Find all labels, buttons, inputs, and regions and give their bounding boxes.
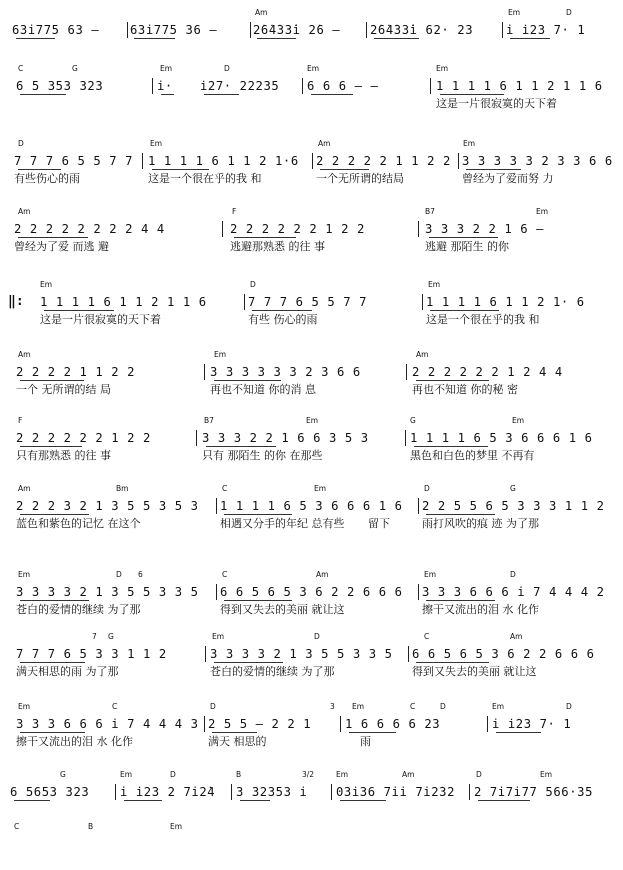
chord-symbol: Em [214, 350, 227, 359]
music-system [0, 8, 623, 56]
lyric-text: 曾经为了爱 而逃 避 [14, 240, 109, 253]
chord-symbol: 6 [138, 570, 143, 579]
chord-symbol: C [424, 632, 430, 641]
music-system [0, 484, 623, 532]
beam-line [134, 38, 175, 39]
music-system [0, 770, 623, 818]
chord-row [0, 280, 623, 292]
lyric-text: 雨 [360, 735, 371, 748]
chord-symbol: D [18, 139, 24, 148]
measure-notes: 1 1 1 1 6 1 1 2 1 1 6 [436, 79, 603, 93]
chord-symbol: G [108, 632, 114, 641]
measure-notes: 2 2 2 2 2 1 1 2 2 [316, 154, 451, 168]
lyric-text: 蓝色和紫色的记忆 在这个 [16, 517, 141, 530]
chord-row [0, 770, 623, 782]
chord-symbol: Am [18, 484, 31, 493]
lyrics-row [0, 239, 623, 255]
lyric-text: 这是一片很寂寞的天下着 [436, 97, 557, 110]
measure-notes: 2 2 2 3 2 1 3 5 5 3 5 3 [16, 499, 199, 513]
chord-symbol: Em [336, 770, 349, 779]
chord-symbol: G [60, 770, 66, 779]
lyric-text: 逃避那熟悉 的往 事 [230, 240, 325, 253]
chord-symbol: Em [352, 702, 365, 711]
bar-line [487, 716, 488, 732]
lyric-text: 苍白的爱情的继续 为了那 [210, 665, 335, 678]
chord-symbol: G [72, 64, 78, 73]
beam-line [161, 94, 174, 95]
measure-notes: 3 3 3 3 3 3 2 3 6 6 [210, 365, 361, 379]
chord-symbol: Em [18, 702, 31, 711]
measure-notes: 2 2 2 2 2 2 1 2 4 4 [412, 365, 563, 379]
measure-notes: 2 2 2 2 2 2 1 2 2 [230, 222, 365, 236]
lyrics-row [0, 734, 623, 750]
beam-line [206, 446, 276, 447]
measure-notes: 6 6 6 – – [307, 79, 379, 93]
measure-notes: 1 1 1 1 6 1 1 2 1·6 [148, 154, 299, 168]
chord-symbol: Am [510, 632, 523, 641]
measure-notes: 3 3 3 3 3 2 3 3 6 6 [462, 154, 613, 168]
chord-symbol: Em [307, 64, 320, 73]
beam-line [257, 38, 296, 39]
chord-symbol: Am [316, 570, 329, 579]
beam-line [496, 732, 541, 733]
lyric-text: 只有 那陌生 的你 在那些 [202, 449, 323, 462]
measure-notes: 63i775 36 – [130, 23, 218, 37]
chord-row [0, 207, 623, 219]
notation-row [0, 151, 623, 171]
bar-line [196, 430, 197, 446]
measure-notes: 1 1 1 1 6 5 3 6 6 6 1 6 [410, 431, 593, 445]
chord-symbol: C [222, 570, 228, 579]
lyric-text: 擦干又流出的泪 水 化作 [16, 735, 133, 748]
chord-symbol: D [476, 770, 482, 779]
measure-notes: 6 5 353 323 [16, 79, 104, 93]
chord-row [0, 484, 623, 496]
music-system [0, 64, 623, 112]
chord-symbol: Am [255, 8, 268, 17]
chord-symbol: Em [463, 139, 476, 148]
measure-notes: 2̇6̇4̇33̇i 62· 23 [370, 23, 474, 37]
measure-notes: i i̇23 7· 1 [506, 23, 586, 37]
chord-symbol: Am [18, 350, 31, 359]
chord-symbol: D [170, 770, 176, 779]
bar-line [231, 784, 232, 800]
chord-symbol: Em [424, 570, 437, 579]
chord-symbol: 7 [92, 632, 97, 641]
beam-line [430, 310, 499, 311]
measure-notes: 2̇6̇4̇33̇i 2̇6 – [253, 23, 341, 37]
chord-symbol: Em [436, 64, 449, 73]
measure-notes: 3 3 3 2 2 1 6 – [425, 222, 545, 236]
beam-line [152, 169, 209, 170]
chord-symbol: D [566, 8, 572, 17]
lyric-text: 得到又失去的美丽 就让这 [412, 665, 537, 678]
beam-line [44, 310, 114, 311]
chord-symbol: Em [314, 484, 327, 493]
measure-notes: 63i775 63 – [12, 23, 100, 37]
chord-symbol: Am [402, 770, 415, 779]
chord-symbol: Em [306, 416, 319, 425]
notation-row [0, 292, 623, 312]
beam-line [20, 94, 66, 95]
chord-symbol: Em [508, 8, 521, 17]
beam-line [212, 732, 257, 733]
notation-row [0, 582, 623, 602]
music-system [0, 139, 623, 187]
beam-line [320, 169, 369, 170]
measure-notes: 2 5 5 – 2 2 1 [208, 717, 312, 731]
beam-line [426, 514, 495, 515]
chord-symbol: D [510, 570, 516, 579]
chord-row [0, 64, 623, 76]
bar-line [222, 221, 223, 237]
measure-notes: 2 7i7i77 566·35 [474, 785, 594, 799]
chord-row [0, 702, 623, 714]
measure-notes: 1 1 1 1 6 1 1 2 1· 6 [426, 295, 585, 309]
measure-notes: 3 3 3 3 2 1 3 5 5 3 3 5 [16, 585, 199, 599]
lyric-text: 有些 伤心的雨 [248, 313, 318, 326]
lyrics-row [0, 516, 623, 532]
lyric-text: 曾经为了爱而努 力 [462, 172, 554, 185]
measure-notes: i· [157, 79, 173, 93]
bar-line [366, 22, 367, 38]
measure-notes: 7 7 7 6 5 5 7 7 [14, 154, 134, 168]
chord-symbol: Em [212, 632, 225, 641]
measure-notes: 6 6 5 6 5 3 6 2 2 6 6 6 [412, 647, 595, 661]
chord-symbol: D [314, 632, 320, 641]
notation-row [0, 496, 623, 516]
chord-symbol: D [566, 702, 572, 711]
repeat-sign: ‖: [8, 294, 24, 309]
beam-line [510, 38, 550, 39]
measure-notes: 3 32353 i [236, 785, 308, 799]
lyric-text: 再也不知道 你的消 息 [210, 383, 316, 396]
notation-row [0, 782, 623, 802]
lyrics-row [0, 602, 623, 618]
lyric-text: 这是一个很在乎的我 和 [426, 313, 540, 326]
lyric-text: 满天相思的雨 为了那 [16, 665, 119, 678]
beam-line [204, 94, 239, 95]
chord-symbol: C [18, 64, 24, 73]
lyric-text: 这是一片很寂寞的天下着 [40, 313, 161, 326]
measure-notes: 2 2 5 5 6 5 3 3 3 1 1 2 [422, 499, 605, 513]
bar-line [502, 22, 503, 38]
notation-row [0, 834, 623, 854]
lyric-text: 满天 相思的 [208, 735, 267, 748]
chord-symbol: Em [40, 280, 53, 289]
lyrics-row [0, 96, 623, 112]
bar-line [204, 716, 205, 732]
music-system [0, 280, 623, 328]
measure-notes: 7 7 7 6 5 3 3 1 1 2 [16, 647, 167, 661]
measure-notes: 1 1 1 1 6 1 1 2 1 1 6 [40, 295, 207, 309]
bar-line [205, 646, 206, 662]
chord-symbol: Em [160, 64, 173, 73]
measure-notes: 3 3 3 6 6 6 i 7 4 4 4 2 [422, 585, 605, 599]
beam-line [416, 380, 489, 381]
chord-row [0, 8, 623, 20]
measure-notes: 2 2 2 2 2 2 1 2 2 [16, 431, 151, 445]
lyric-text: 擦干又流出的泪 水 化作 [422, 603, 539, 616]
music-system [0, 350, 623, 398]
lyrics-row [0, 802, 623, 818]
measure-notes: i̇27· 22235 [200, 79, 280, 93]
music-system [0, 822, 623, 870]
chord-symbol: C [222, 484, 228, 493]
chord-symbol: Am [416, 350, 429, 359]
beam-line [20, 662, 85, 663]
lyrics-row [0, 448, 623, 464]
beam-line [124, 800, 162, 801]
bar-line [216, 498, 217, 514]
bar-line [418, 584, 419, 600]
bar-line [406, 364, 407, 380]
chord-symbol: G [510, 484, 516, 493]
beam-line [224, 514, 292, 515]
lyric-text: 留下 [368, 517, 390, 530]
lyric-text: 相遇又分手的年纪 总有些 [220, 517, 345, 530]
chord-symbol: C [112, 702, 118, 711]
measure-notes: 7 7 7 6 5 5 7 7 [248, 295, 368, 309]
lyrics-row [0, 312, 623, 328]
beam-line [426, 600, 495, 601]
chord-symbol: D [116, 570, 122, 579]
chord-row [0, 570, 623, 582]
bar-line [331, 784, 332, 800]
chord-symbol: Em [428, 280, 441, 289]
lyric-text: 黑色和白色的梦里 不再有 [410, 449, 535, 462]
chord-symbol: 3/2 [302, 770, 315, 779]
bar-line [152, 78, 153, 94]
notation-row [0, 20, 623, 40]
lyric-text: 苍白的爱情的继续 为了那 [16, 603, 141, 616]
notation-row [0, 219, 623, 239]
beam-line [20, 446, 82, 447]
bar-line [418, 498, 419, 514]
lyrics-row [0, 854, 623, 870]
beam-line [414, 446, 488, 447]
chord-symbol: Em [150, 139, 163, 148]
measure-notes: 6 6 5 6 5 3 6 2 2 6 6 6 [220, 585, 403, 599]
chord-row [0, 632, 623, 644]
lyric-text: 逃避 那陌生 的你 [425, 240, 509, 253]
chord-row [0, 416, 623, 428]
bar-line [469, 784, 470, 800]
bar-line [458, 153, 459, 169]
chord-symbol: D [210, 702, 216, 711]
lyric-text: 有些伤心的雨 [14, 172, 80, 185]
beam-line [214, 380, 281, 381]
beam-line [349, 732, 396, 733]
chord-symbol: F [18, 416, 23, 425]
chord-symbol: Em [536, 207, 549, 216]
chord-symbol: Em [18, 570, 31, 579]
measure-notes: 2 2 2 2 2 2 2 2 4 4 [14, 222, 165, 236]
chord-row [0, 822, 623, 834]
lyric-text: 这是一个很在乎的我 和 [148, 172, 262, 185]
chord-symbol: Em [540, 770, 553, 779]
bar-line [244, 294, 245, 310]
chord-symbol: B [88, 822, 94, 831]
bar-line [302, 78, 303, 94]
chord-symbol: C [14, 822, 20, 831]
bar-line [142, 153, 143, 169]
beam-line [240, 800, 270, 801]
chord-symbol: D [424, 484, 430, 493]
beam-line [18, 237, 88, 238]
beam-line [440, 94, 504, 95]
beam-line [311, 94, 353, 95]
chord-row [0, 139, 623, 151]
beam-line [20, 600, 89, 601]
chord-symbol: D [224, 64, 230, 73]
beam-line [214, 662, 283, 663]
bar-line [430, 78, 431, 94]
measure-notes: 2 2 2 2 1 1 2 2 [16, 365, 136, 379]
beam-line [20, 380, 84, 381]
measure-notes: 3 3 3 6 6 6 i 7 4 4 4 3 [16, 717, 199, 731]
music-system [0, 702, 623, 750]
beam-line [234, 237, 296, 238]
bar-line [340, 716, 341, 732]
notation-row [0, 714, 623, 734]
chord-symbol: D [250, 280, 256, 289]
chord-symbol: Em [492, 702, 505, 711]
bar-line [204, 364, 205, 380]
beam-line [16, 38, 55, 39]
bar-line [422, 294, 423, 310]
notation-row [0, 362, 623, 382]
measure-notes: 1 1 1 1 6 5 3 6 6 6 1 6 [220, 499, 403, 513]
lyric-text: 一个无所谓的结局 [316, 172, 404, 185]
measure-notes: i i̇23 7· 1 [492, 717, 572, 731]
lyric-text: 只有那熟悉 的往 事 [16, 449, 111, 462]
lyrics-row [0, 171, 623, 187]
chord-symbol: 3 [330, 702, 335, 711]
music-system [0, 416, 623, 464]
beam-line [20, 732, 85, 733]
measure-notes: 1 6 6 6 6 23 [345, 717, 441, 731]
bar-line [405, 430, 406, 446]
measure-notes: 3 3 3 3 2 1 3 5 5 3 3 5 [210, 647, 393, 661]
beam-line [224, 600, 292, 601]
measure-notes: 6 5653 323 [10, 785, 90, 799]
chord-symbol: Am [318, 139, 331, 148]
chord-symbol: F [232, 207, 237, 216]
chord-symbol: Em [120, 770, 133, 779]
bar-line [418, 221, 419, 237]
chord-symbol: G [410, 416, 416, 425]
lyric-text: 得到又失去的美丽 就让这 [220, 603, 345, 616]
beam-line [14, 800, 50, 801]
bar-line [115, 784, 116, 800]
chord-symbol: Am [18, 207, 31, 216]
measure-notes: 03i36 7ii 7i2̇32 [336, 785, 456, 799]
notation-row [0, 644, 623, 664]
beam-line [478, 800, 530, 801]
notation-row [0, 76, 623, 96]
lyric-text: 再也不知道 你的秘 密 [412, 383, 518, 396]
beam-line [466, 169, 521, 170]
music-system [0, 570, 623, 618]
chord-symbol: B7 [204, 416, 214, 425]
lyric-text: 一个 无所谓的结 局 [16, 383, 111, 396]
chord-symbol: C [410, 702, 416, 711]
beam-line [252, 310, 312, 311]
notation-row [0, 428, 623, 448]
beam-line [416, 662, 489, 663]
beam-line [340, 800, 386, 801]
beam-line [20, 514, 89, 515]
bar-line [250, 22, 251, 38]
chord-symbol: B [236, 770, 242, 779]
lyrics-row [0, 40, 623, 56]
chord-symbol: Em [512, 416, 525, 425]
chord-symbol: Em [170, 822, 183, 831]
bar-line [127, 22, 128, 38]
music-system [0, 207, 623, 255]
music-system [0, 632, 623, 680]
chord-symbol: Bm [116, 484, 129, 493]
chord-row [0, 350, 623, 362]
measure-notes: i i̇23 2 7i2̇4 [120, 785, 216, 799]
bar-line [216, 584, 217, 600]
lyrics-row [0, 664, 623, 680]
measure-notes: 3 3 3 2 2 1 6 6 3 5 3 [202, 431, 369, 445]
lyrics-row [0, 382, 623, 398]
lyric-text: 雨打风吹的痕 迹 为了那 [422, 517, 539, 530]
chord-symbol: B7 [425, 207, 435, 216]
beam-line [18, 169, 61, 170]
chord-symbol: D [440, 702, 446, 711]
bar-line [312, 153, 313, 169]
bar-line [408, 646, 409, 662]
beam-line [429, 237, 498, 238]
beam-line [374, 38, 419, 39]
